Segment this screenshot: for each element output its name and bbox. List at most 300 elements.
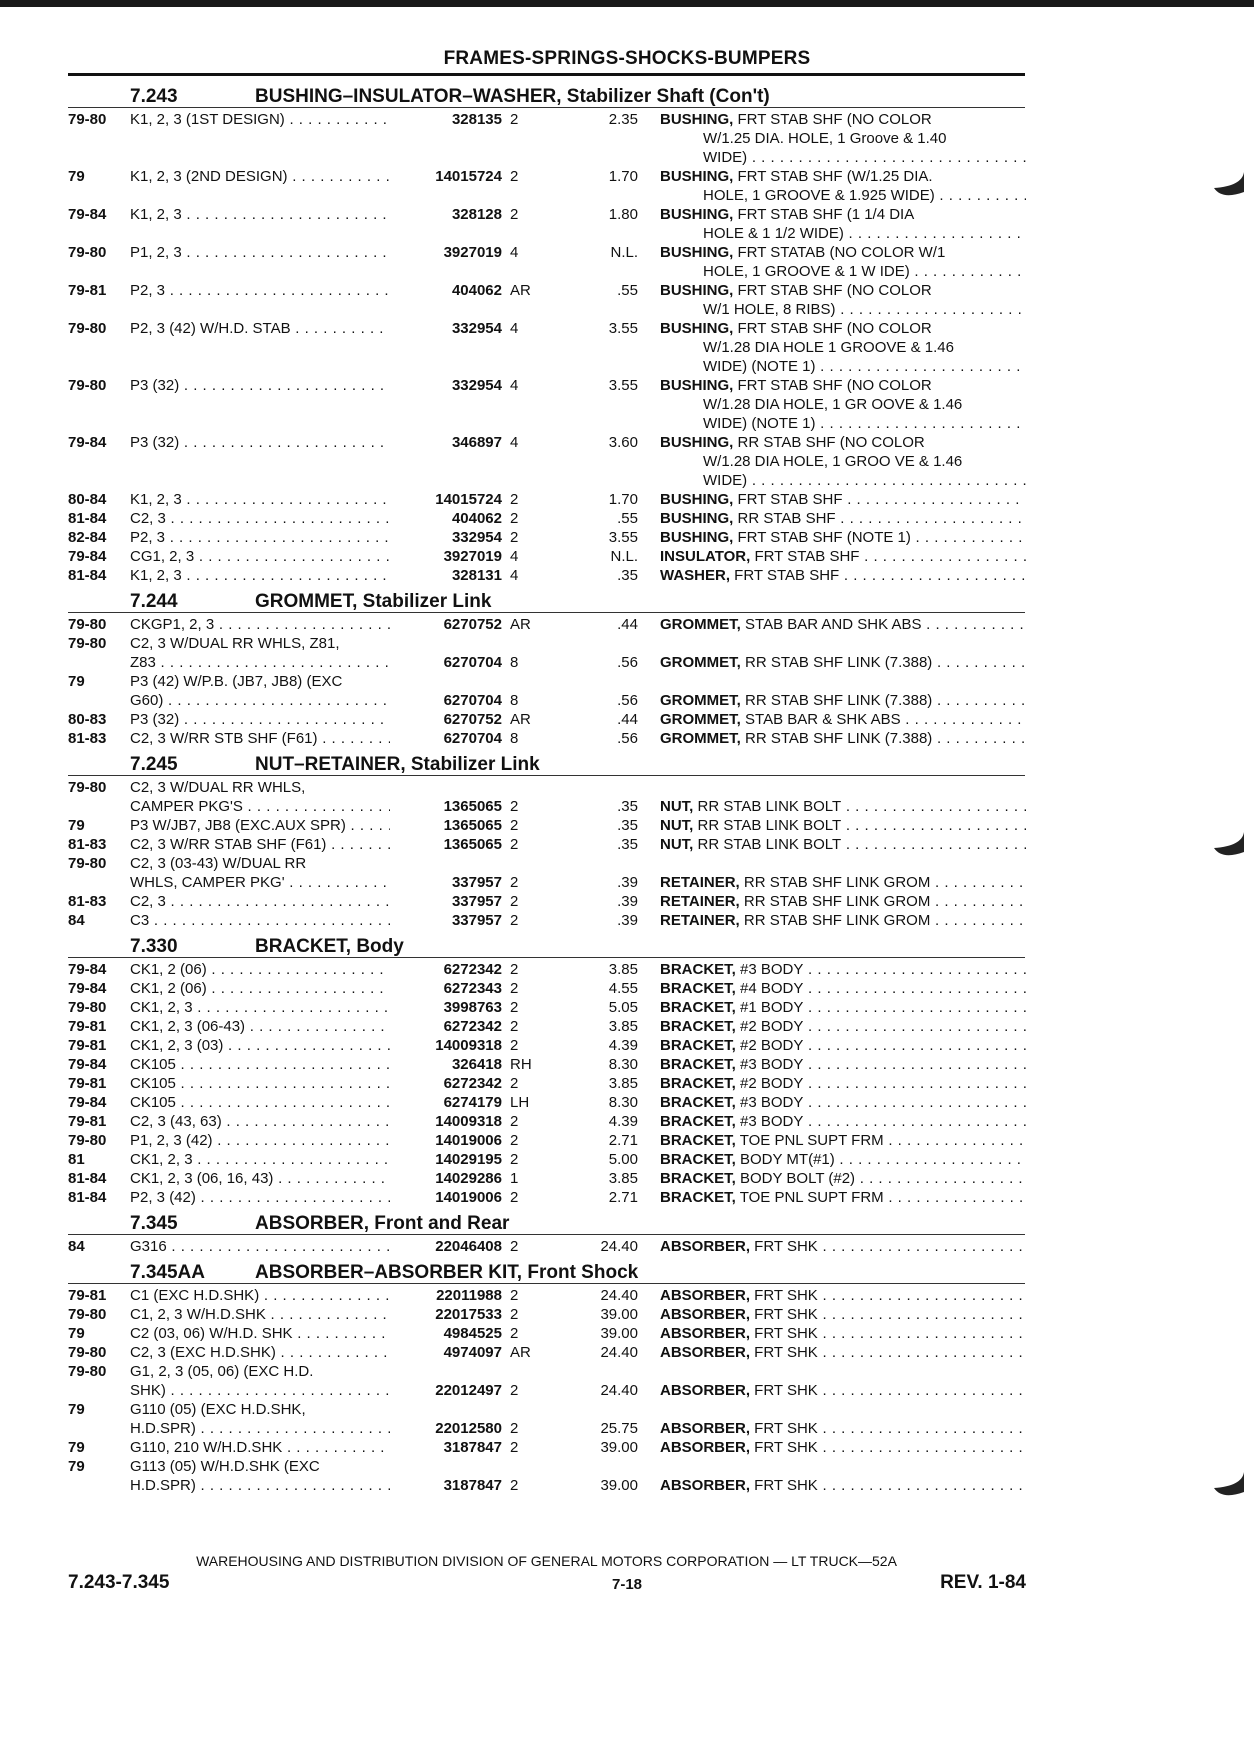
part-number: 14029195 [390,1150,502,1169]
application: WHLS, CAMPER PKG' . . . [130,873,402,892]
model-year: 79 [68,1439,85,1456]
entry-line [0,129,1254,148]
quantity: 2 [510,168,519,185]
model-year: 81-83 [68,730,107,747]
description: BUSHING, FRT STAB SHF (W/1.25 DIA. [660,168,933,185]
application: C2, 3 (43, 63) . . . [130,1112,402,1131]
description: BRACKET, TOE PNL SUPT FRM . . . [660,1188,1026,1207]
catalog-entry [0,816,1254,835]
part-number: 326418 [390,1055,502,1074]
part-number: 1365065 [390,835,502,854]
application: C3 . . . [130,911,402,930]
model-year: 81-84 [68,567,107,584]
quantity: 2 [510,893,519,910]
part-name: NUT, [660,836,694,853]
description: BUSHING, FRT STAB SHF (NO COLOR [660,320,932,337]
catalog-entry [0,854,1254,892]
entry-line [0,1074,1254,1093]
section-rule [68,957,1025,959]
model-year: 79 [68,817,85,834]
description: BRACKET, #3 BODY . . . [660,1112,1026,1131]
part-name: BUSHING, [660,168,734,185]
price: .44 [617,711,638,728]
footer-revision: REV. 1-84 [940,1572,1026,1593]
entry-line [0,319,1254,338]
entry-line [0,672,1254,691]
part-name: BUSHING, [660,206,734,223]
application: P3 (32) . . . [130,376,402,395]
price: 3.55 [608,529,638,546]
description: WIDE) . . . [703,148,1026,167]
model-year: 79-80 [68,855,107,872]
part-name: ABSORBER, [660,1306,751,1323]
catalog-entry [0,672,1254,710]
part-number: 6272342 [390,960,502,979]
entry-line [0,1093,1254,1112]
description: W/1.28 DIA HOLE, 1 GR OOVE & 1.46 [703,396,963,413]
price: 24.40 [600,1382,638,1399]
application: CK1, 2, 3 (03) . . . [130,1036,402,1055]
catalog-entry [0,1237,1254,1256]
quantity: 4 [510,434,519,451]
entry-line [0,979,1254,998]
price: 39.00 [600,1325,638,1342]
price: 3.55 [608,377,638,394]
entry-line [0,1036,1254,1055]
entry-line [0,167,1254,186]
part-name: ABSORBER, [660,1420,751,1437]
description: BRACKET, #2 BODY . . . [660,1074,1026,1093]
part-number: 337957 [390,873,502,892]
catalog-entry [0,1112,1254,1131]
entry-line [0,509,1254,528]
part-number: 14019006 [390,1188,502,1207]
description: BUSHING, RR STAB SHF . . . [660,509,1026,528]
part-number: 22012497 [390,1381,502,1400]
price: 4.39 [608,1037,638,1054]
price: 39.00 [600,1477,638,1494]
catalog-entry [0,528,1254,547]
description: WASHER, FRT STAB SHF . . . [660,566,1026,585]
description: W/1.28 DIA HOLE 1 GROOVE & 1.46 [703,339,954,356]
part-name: RETAINER, [660,874,740,891]
model-year: 79-84 [68,1094,107,1111]
part-number: 328128 [390,205,502,224]
part-name: NUT, [660,817,694,834]
model-year: 79-84 [68,548,107,565]
quantity: 2 [510,491,519,508]
part-number: 6270704 [390,729,502,748]
quantity: 2 [510,1075,519,1092]
quantity: 4 [510,567,519,584]
application: H.D.SPR) . . . [130,1476,402,1495]
price: .55 [617,510,638,527]
model-year: 79-80 [68,111,107,128]
section-heading [0,1256,1254,1286]
quantity: 2 [510,1238,519,1255]
quantity: 2 [510,1325,519,1342]
part-number: 3927019 [390,547,502,566]
part-name: BUSHING, [660,510,734,527]
page-header: FRAMES-SPRINGS-SHOCKS-BUMPERS [443,48,811,69]
catalog-entry [0,167,1254,205]
entry-line [0,960,1254,979]
binder-hole-mark [1212,830,1246,864]
part-name: ABSORBER, [660,1477,751,1494]
part-number: 1365065 [390,797,502,816]
part-name: BRACKET, [660,1075,736,1092]
quantity: 8 [510,730,519,747]
description: BUSHING, FRT STAB SHF (NOTE 1) . . . [660,528,1026,547]
description: BRACKET, #2 BODY . . . [660,1036,1026,1055]
quantity: 8 [510,654,519,671]
catalog-entry [0,1074,1254,1093]
entry-line [0,224,1254,243]
description: BRACKET, #4 BODY . . . [660,979,1026,998]
entry-line [0,281,1254,300]
section-rule [68,612,1025,614]
application: CK1, 2, 3 . . . [130,998,402,1017]
entry-line [0,547,1254,566]
entry-line [0,205,1254,224]
model-year: 79-81 [68,1075,107,1092]
section-number: 7.243 [130,86,178,107]
entry-line [0,110,1254,129]
description: BUSHING, RR STAB SHF (NO COLOR [660,434,925,451]
part-number: 6270704 [390,653,502,672]
part-name: BRACKET, [660,1170,736,1187]
application: K1, 2, 3 (2ND DESIGN) . . . [130,167,402,186]
application: P3 W/JB7, JB8 (EXC.AUX SPR) . . . [130,816,402,835]
catalog-entry [0,1343,1254,1362]
part-name: GROMMET, [660,654,741,671]
price: .55 [617,282,638,299]
entry-line [0,300,1254,319]
price: .39 [617,893,638,910]
description: W/1.25 DIA. HOLE, 1 Groove & 1.40 [703,130,947,147]
part-name: BUSHING, [660,320,734,337]
model-year: 79-84 [68,961,107,978]
catalog-entry [0,1438,1254,1457]
catalog-entry [0,509,1254,528]
quantity: 2 [510,206,519,223]
entry-line [0,566,1254,585]
part-number: 337957 [390,892,502,911]
part-number: 22046408 [390,1237,502,1256]
application: C2, 3 . . . [130,892,402,911]
price: 3.55 [608,320,638,337]
model-year: 80-84 [68,491,107,508]
application: C2, 3 W/RR STAB SHF (F61) . . . [130,835,402,854]
price: .35 [617,817,638,834]
section-heading [0,80,1254,110]
part-number: 337957 [390,911,502,930]
application: C2, 3 (EXC H.D.SHK) . . . [130,1343,402,1362]
entry-line [0,148,1254,167]
part-number: 14009318 [390,1036,502,1055]
model-year: 79-81 [68,1018,107,1035]
application: CK1, 2 (06) . . . [130,979,402,998]
price: 1.70 [608,168,638,185]
catalog-entry [0,710,1254,729]
description: BUSHING, FRT STAB SHF (NO COLOR [660,282,932,299]
entry-line [0,1131,1254,1150]
entry-line [0,186,1254,205]
binder-hole-mark [1212,1470,1246,1504]
quantity: 2 [510,1151,519,1168]
price: 5.05 [608,999,638,1016]
entry-line [0,729,1254,748]
section-rule [68,1283,1025,1285]
entry-line [0,797,1254,816]
entry-line [0,1438,1254,1457]
entry-line [0,414,1254,433]
model-year: 80-83 [68,711,107,728]
model-year: 79-80 [68,1306,107,1323]
section-rule [68,1234,1025,1236]
application: C2, 3 (03-43) W/DUAL RR [130,855,307,872]
description: NUT, RR STAB LINK BOLT . . . [660,797,1026,816]
part-number: 346897 [390,433,502,452]
part-name: BRACKET, [660,1151,736,1168]
part-name: BUSHING, [660,282,734,299]
application: CK105 . . . [130,1074,402,1093]
part-name: BRACKET, [660,1056,736,1073]
model-year: 84 [68,1238,85,1255]
price: 4.39 [608,1113,638,1130]
part-name: ABSORBER, [660,1287,751,1304]
application: G110, 210 W/H.D.SHK . . . [130,1438,402,1457]
section-heading [0,748,1254,778]
description: ABSORBER, FRT SHK . . . [660,1324,1026,1343]
part-name: BUSHING, [660,244,734,261]
entry-line [0,1237,1254,1256]
part-number: 1365065 [390,816,502,835]
model-year: 79 [68,168,85,185]
catalog-entry [0,1400,1254,1438]
price: N.L. [610,244,638,261]
part-name: NUT, [660,798,694,815]
description: BUSHING, FRT STAB SHF (1 1/4 DIA [660,206,915,223]
price: 3.85 [608,1018,638,1035]
entry-line [0,634,1254,653]
model-year: 79-80 [68,377,107,394]
part-name: ABSORBER, [660,1344,751,1361]
part-number: 6270752 [390,615,502,634]
application: SHK) . . . [130,1381,402,1400]
application: C2, 3 W/DUAL RR WHLS, Z81, [130,635,340,652]
application: P3 (42) W/P.B. (JB7, JB8) (EXC [130,673,343,690]
price: 24.40 [600,1287,638,1304]
description: RETAINER, RR STAB SHF LINK GROM . . . [660,892,1026,911]
price: N.L. [610,548,638,565]
catalog-entry [0,634,1254,672]
part-name: RETAINER, [660,893,740,910]
price: 3.85 [608,1075,638,1092]
price: 1.80 [608,206,638,223]
section-number: 7.245 [130,754,178,775]
section-title: NUT–RETAINER, Stabilizer Link [255,754,540,775]
application: CK1, 2, 3 (06-43) . . . [130,1017,402,1036]
section-number: 7.244 [130,591,178,612]
price: .35 [617,798,638,815]
part-name: INSULATOR, [660,548,751,565]
section-heading [0,585,1254,615]
price: 1.70 [608,491,638,508]
catalog-entry [0,1457,1254,1495]
model-year: 79-81 [68,1113,107,1130]
price: .56 [617,692,638,709]
model-year: 84 [68,912,85,929]
part-name: GROMMET, [660,711,741,728]
model-year: 79 [68,1401,85,1418]
description: GROMMET, RR STAB SHF LINK (7.388) . . . [660,691,1026,710]
entry-line [0,1362,1254,1381]
quantity: 2 [510,1382,519,1399]
model-year: 79 [68,1458,85,1475]
entry-line [0,835,1254,854]
part-name: BRACKET, [660,1094,736,1111]
entry-line [0,1457,1254,1476]
price: 39.00 [600,1439,638,1456]
part-name: GROMMET, [660,692,741,709]
model-year: 79-80 [68,1344,107,1361]
catalog-entry [0,729,1254,748]
part-number: 6272342 [390,1074,502,1093]
part-name: WASHER, [660,567,731,584]
quantity: 4 [510,548,519,565]
application: K1, 2, 3 (1ST DESIGN) . . . [130,110,402,129]
section-title: GROMMET, Stabilizer Link [255,591,492,612]
price: .44 [617,616,638,633]
model-year: 79-80 [68,320,107,337]
entry-line [0,911,1254,930]
price: .39 [617,912,638,929]
description: WIDE) (NOTE 1) . . . [703,414,1026,433]
entry-line [0,1169,1254,1188]
description: NUT, RR STAB LINK BOLT . . . [660,816,1026,835]
quantity: 4 [510,244,519,261]
footer-page-number: 7-18 [611,1576,643,1593]
section-title: ABSORBER–ABSORBER KIT, Front Shock [255,1262,639,1283]
description: BRACKET, #1 BODY . . . [660,998,1026,1017]
part-name: BRACKET, [660,1132,736,1149]
description: WIDE) (NOTE 1) . . . [703,357,1026,376]
section-number: 7.345AA [130,1262,205,1283]
part-name: BUSHING, [660,529,734,546]
price: 39.00 [600,1306,638,1323]
entry-line [0,873,1254,892]
application: P3 (32) . . . [130,433,402,452]
entry-line [0,998,1254,1017]
application: P2, 3 . . . [130,281,402,300]
entry-line [0,471,1254,490]
section-title: BUSHING–INSULATOR–WASHER, Stabilizer Shaft (Con't) [255,86,770,107]
entry-line [0,1476,1254,1495]
quantity: 2 [510,510,519,527]
part-name: BUSHING, [660,111,734,128]
description: GROMMET, STAB BAR AND SHK ABS . . . [660,615,1026,634]
catalog-entry [0,110,1254,167]
entry-line [0,1419,1254,1438]
application: C2, 3 W/DUAL RR WHLS, [130,779,306,796]
quantity: 2 [510,1477,519,1494]
price: 3.85 [608,961,638,978]
description: BUSHING, FRT STAB SHF (NO COLOR [660,377,932,394]
catalog-entry [0,1362,1254,1400]
application: P1, 2, 3 . . . [130,243,402,262]
catalog-entry [0,892,1254,911]
entry-line [0,778,1254,797]
description: ABSORBER, FRT SHK . . . [660,1237,1026,1256]
part-name: BRACKET, [660,1037,736,1054]
part-number: 3998763 [390,998,502,1017]
entry-line [0,1400,1254,1419]
price: 24.40 [600,1238,638,1255]
quantity: 2 [510,836,519,853]
price: 3.60 [608,434,638,451]
model-year: 79-84 [68,980,107,997]
part-name: BRACKET, [660,999,736,1016]
model-year: 81 [68,1151,85,1168]
entry-line [0,1188,1254,1207]
application: C1 (EXC H.D.SHK) . . . [130,1286,402,1305]
quantity: 4 [510,320,519,337]
description: HOLE & 1 1/2 WIDE) . . . [703,224,1026,243]
application: P2, 3 (42) W/H.D. STAB . . . [130,319,402,338]
entry-line [0,1324,1254,1343]
quantity: 2 [510,1132,519,1149]
entry-line [0,615,1254,634]
entry-line [0,262,1254,281]
part-number: 4984525 [390,1324,502,1343]
application: P2, 3 (42) . . . [130,1188,402,1207]
application: G1, 2, 3 (05, 06) (EXC H.D. [130,1363,314,1380]
part-number: 6272343 [390,979,502,998]
description: BUSHING, FRT STATAB (NO COLOR W/1 [660,244,946,261]
model-year: 81-83 [68,893,107,910]
quantity: AR [510,711,531,728]
model-year: 79-84 [68,206,107,223]
catalog-entry [0,376,1254,433]
part-name: BRACKET, [660,1018,736,1035]
catalog-entry [0,547,1254,566]
quantity: 2 [510,111,519,128]
model-year: 79-80 [68,1363,107,1380]
description: ABSORBER, FRT SHK . . . [660,1286,1026,1305]
price: 2.35 [608,111,638,128]
part-number: 404062 [390,281,502,300]
application: CK105 . . . [130,1055,402,1074]
catalog-entry [0,281,1254,319]
description: BRACKET, BODY BOLT (#2) . . . [660,1169,1026,1188]
application: CKGP1, 2, 3 . . . [130,615,402,634]
application: CAMPER PKG'S . . . [130,797,402,816]
section-rule [68,775,1025,777]
application: K1, 2, 3 . . . [130,205,402,224]
description: ABSORBER, FRT SHK . . . [660,1438,1026,1457]
section-title: ABSORBER, Front and Rear [255,1213,510,1234]
application: C2 (03, 06) W/H.D. SHK . . . [130,1324,402,1343]
quantity: 2 [510,1287,519,1304]
scan-edge [0,0,1254,7]
entry-line [0,892,1254,911]
model-year: 79-80 [68,635,107,652]
model-year: 81-84 [68,1189,107,1206]
application: CK105 . . . [130,1093,402,1112]
part-name: RETAINER, [660,912,740,929]
part-name: BRACKET, [660,980,736,997]
